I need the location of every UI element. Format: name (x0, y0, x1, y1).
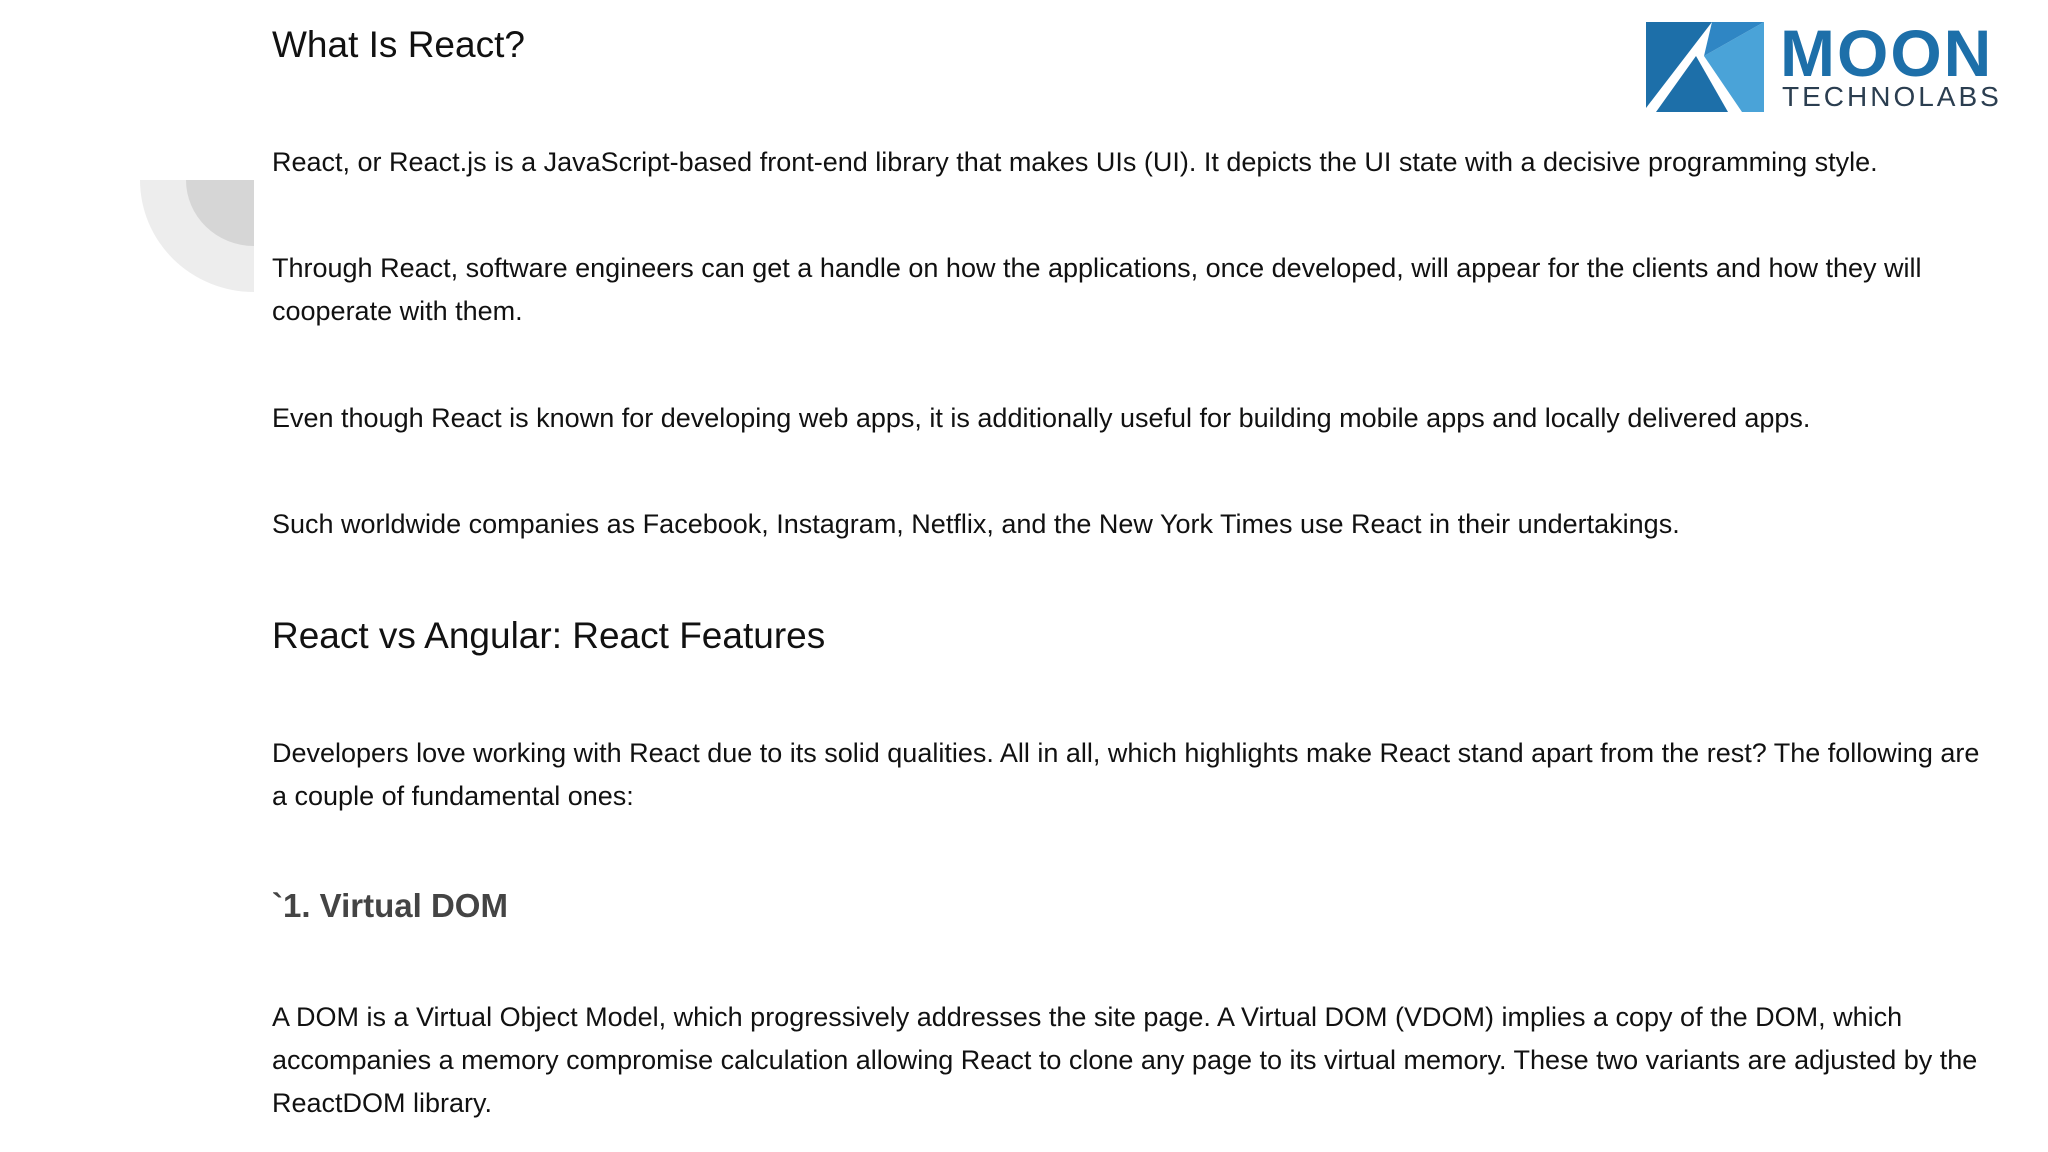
decorative-arc-shape (140, 180, 254, 292)
paragraph-react-definition: React, or React.js is a JavaScript-based front-end library that makes UIs (UI). It depicts the UI state with a decisive programming style. (272, 147, 1878, 177)
logo-wordmark: MOON (1780, 16, 1994, 90)
paragraph-virtual-dom: A DOM is a Virtual Object Model, which progressively addresses the site page. A Virtual DOM (VDOM) implies a copy of the DOM, which accompanies a memory compromise calculation allowing React to clone any page to its virtual memory. These two variants are adjusted by the ReactDOM library. (272, 1002, 1978, 1118)
paragraph-react-mobile: Even though React is known for developing web apps, it is additionally useful for building mobile apps and locally delivered apps. (272, 403, 1811, 433)
heading-react-features: React vs Angular: React Features (272, 615, 826, 656)
paragraph-react-companies: Such worldwide companies as Facebook, Instagram, Netflix, and the New York Times use React in their undertakings. (272, 509, 1680, 539)
moon-logo-mark-icon (1646, 22, 1764, 112)
heading-what-is-react: What Is React? (272, 24, 525, 65)
logo-tagline: TECHNOLABS (1782, 81, 2002, 112)
paragraph-react-engineers: Through React, software engineers can get a handle on how the applications, once developed, will appear for the clients and how they will cooperate with them. (272, 253, 1922, 326)
moon-technolabs-logo (1646, 16, 2021, 114)
paragraph-react-qualities: Developers love working with React due to its solid qualities. All in all, which highlights make React stand apart from the rest? The following are a couple of fundamental ones: (272, 738, 1980, 811)
heading-virtual-dom: `1. Virtual DOM (272, 887, 508, 924)
